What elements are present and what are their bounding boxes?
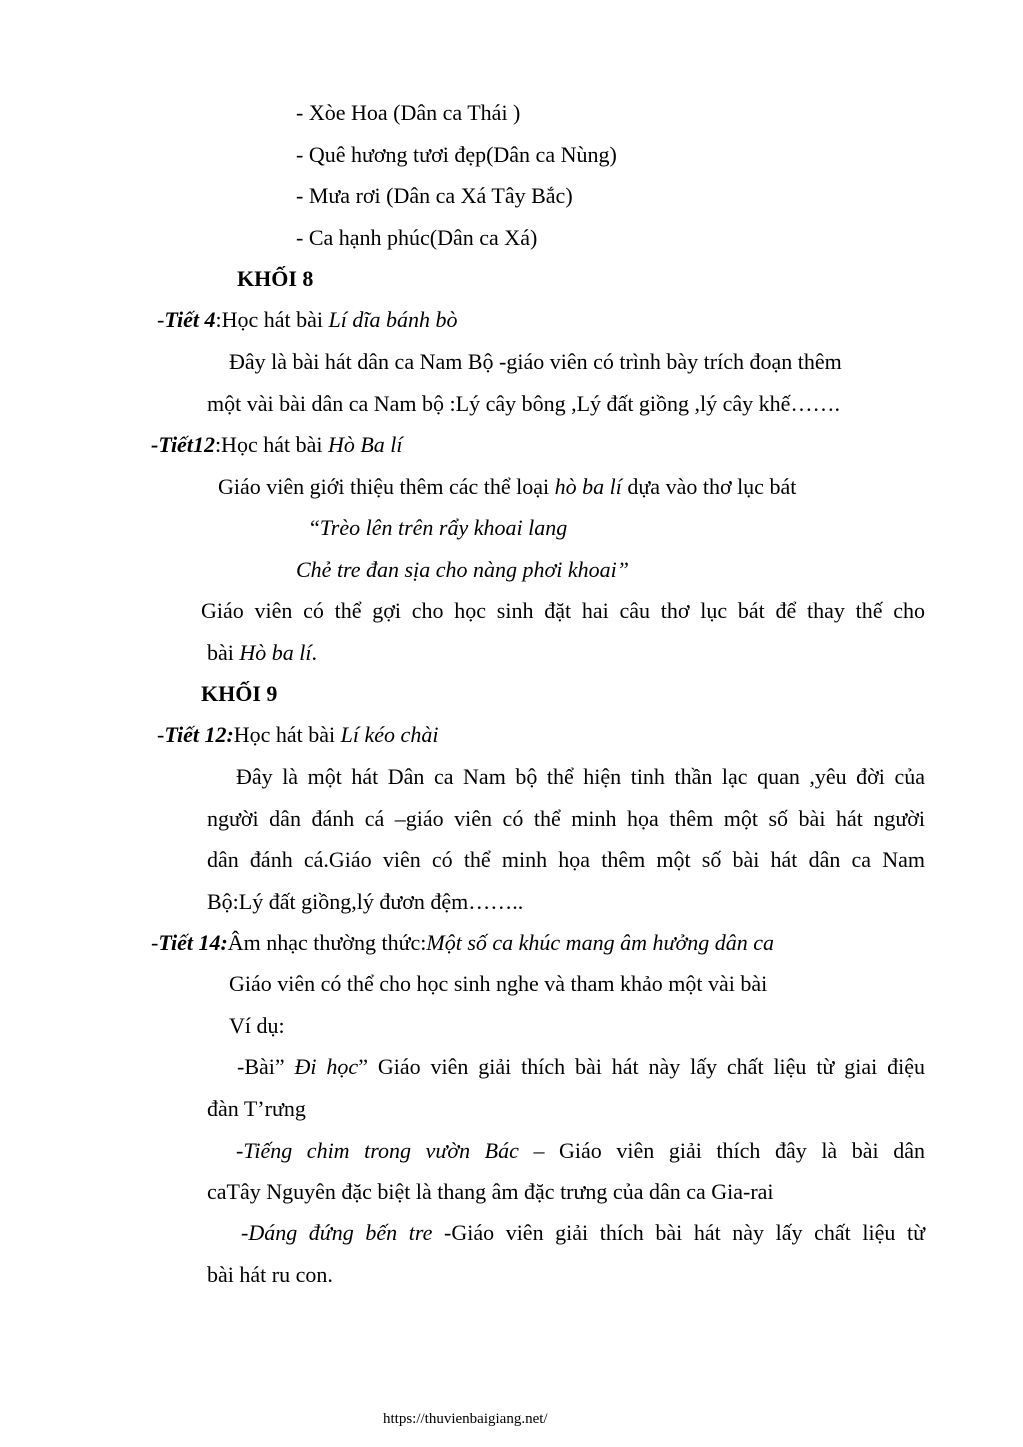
song-title: Lí kéo chài (340, 722, 439, 747)
lesson-tiet14-line: -Tiết 14:Âm nhạc thường thức:Một số ca khúc mang âm hưởng dân ca (151, 930, 774, 955)
lesson-label: Tiết 4 (164, 307, 216, 332)
paragraph-line: bài Hò ba lí. (207, 640, 318, 665)
lesson-label: -Tiết12 (151, 432, 215, 457)
song-item: - Mưa rơi (Dân ca Xá Tây Bắc) (296, 183, 573, 208)
topic-title: Một số ca khúc mang âm hưởng dân ca (426, 930, 774, 955)
song-item: - Xòe Hoa (Dân ca Thái ) (296, 100, 521, 125)
song-title: Hò Ba lí (327, 432, 403, 457)
paragraph-line: một vài bài dân ca Nam bộ :Lý cây bông ,Lý đất giồng ,lý cây khế……. (207, 391, 840, 416)
paragraph-line: Đây là một hát Dân ca Nam bộ thể hiện tinh thần lạc quan ,yêu đời của (236, 764, 925, 789)
example-line: -Tiếng chim trong vườn Bác – Giáo viên giải thích đây là bài dân (236, 1138, 925, 1163)
example-line: caTây Nguyên đặc biệt là thang âm đặc trưng của dân ca Gia-rai (207, 1179, 774, 1204)
footer-url[interactable]: https://thuvienbaigiang.net/ (383, 1411, 548, 1427)
example-line: -Dáng đứng bến tre -Giáo viên giải thích bài hát này lấy chất liệu từ (241, 1220, 925, 1245)
example-line: -Bài” Đi học” Giáo viên giải thích bài hát này lấy chất liệu từ giai điệu (237, 1054, 925, 1079)
lesson-label: Tiết 14: (158, 930, 228, 955)
song-item: - Quê hương tươi đẹp(Dân ca Nùng) (296, 142, 617, 167)
poem-line: “Trèo lên trên rẩy khoai lang (310, 515, 568, 540)
paragraph-line: Bộ:Lý đất giồng,lý đươn đệm…….. (207, 889, 524, 914)
lesson-tiet12-line: -Tiết 12:Học hát bài Lí kéo chài (157, 722, 439, 747)
paragraph-line: Giáo viên có thể gợi cho học sinh đặt hai câu thơ lục bát để thay thế cho (201, 598, 925, 623)
paragraph-line: dân đánh cá.Giáo viên có thể minh họa thêm một số bài hát dân ca Nam (207, 847, 925, 872)
poem-line: Chẻ tre đan sịa cho nàng phơi khoai” (296, 557, 629, 582)
paragraph-line: Giáo viên có thể cho học sinh nghe và tham khảo một vài bài (229, 971, 768, 996)
song-item: - Ca hạnh phúc(Dân ca Xá) (296, 225, 538, 250)
example-line: đàn T’rưng (207, 1096, 306, 1121)
lesson-label: Tiết 12: (164, 722, 234, 747)
paragraph-line: người dân đánh cá –giáo viên có thể minh họa thêm một số bài hát người (207, 806, 925, 831)
example-line: bài hát ru con. (207, 1262, 333, 1287)
section-heading-khoi9: KHỐI 9 (201, 681, 278, 706)
paragraph-line: Giáo viên giới thiệu thêm các thể loại hò ba lí dựa vào thơ lục bát (218, 474, 797, 499)
song-title: Lí dĩa bánh bò (328, 307, 458, 332)
paragraph-line: Đây là bài hát dân ca Nam Bộ -giáo viên có trình bày trích đoạn thêm (229, 349, 842, 374)
lesson-tiet12-line: -Tiết12:Học hát bài Hò Ba lí (151, 432, 403, 457)
lesson-tiet4-line: -Tiết 4:Học hát bài Lí dĩa bánh bò (157, 307, 458, 332)
section-heading-khoi8: KHỐI 8 (237, 266, 314, 291)
example-label: Ví dụ: (229, 1013, 285, 1038)
